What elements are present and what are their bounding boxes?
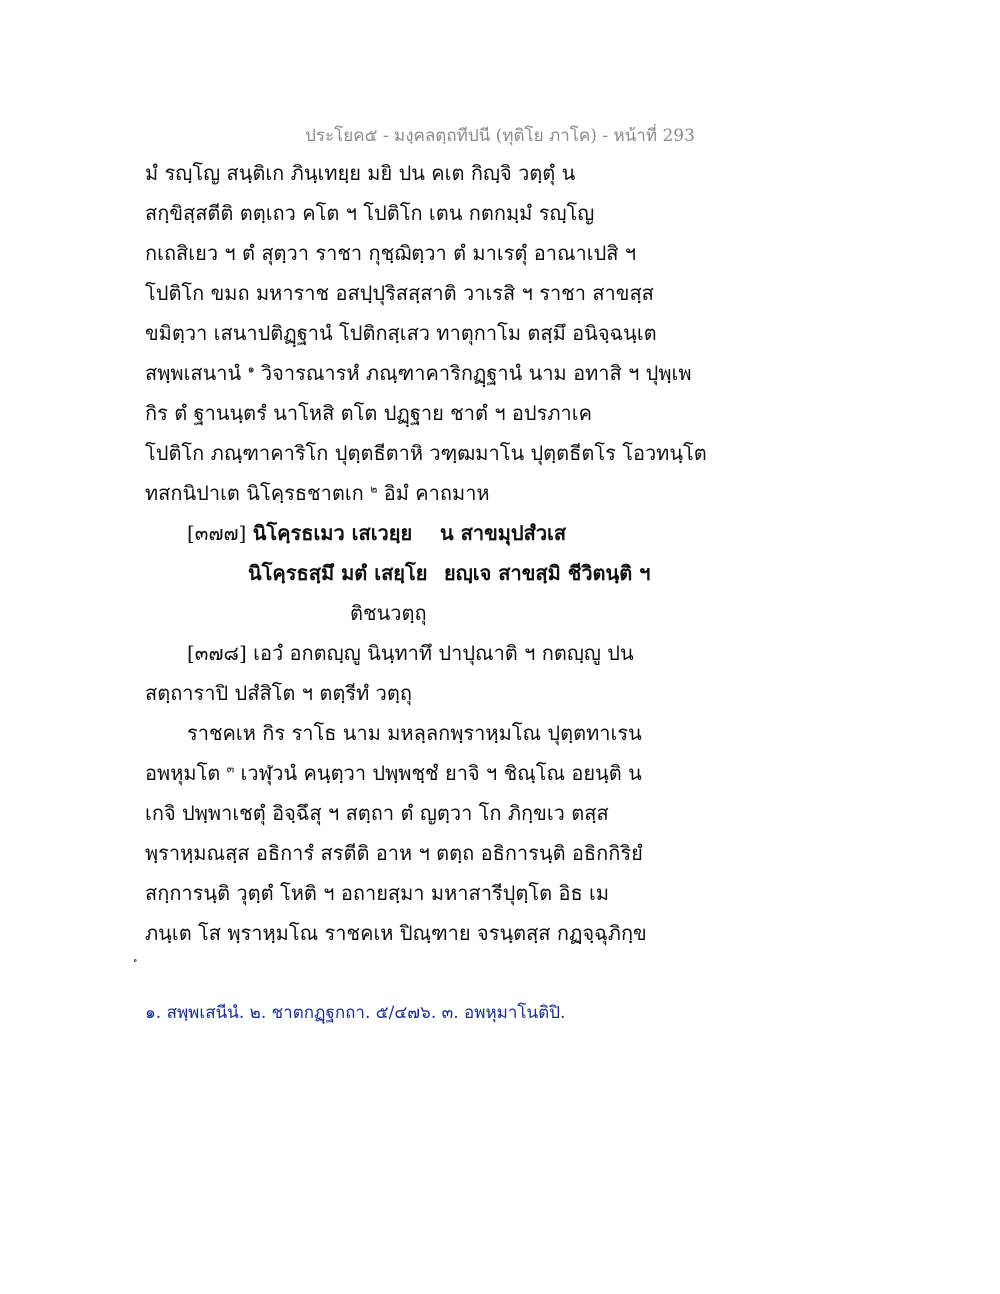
text-line-13: [145, 763, 642, 783]
text-line-9: [145, 483, 490, 503]
verse-2-right: ยญฺเจ สาขสฺมิ ชีวิตนฺติ ฯ: [444, 561, 651, 585]
text-line-13-end: เวฬุวนํ คนฺตฺวา ปพฺพชฺชํ ยาจิ ฯ ชิณฺโณ อยนฺติ น: [240, 761, 642, 785]
para-378-text: เอวํ อกตญฺญู นินฺทาทึ ปาปุณาติ ฯ กตญฺญู ปน: [253, 641, 634, 665]
text-line-4: โปติโก ขมถ มหาราช อสปฺปุริสสฺสาติ วาเรสิ ฯ ราชา สาขสฺส: [145, 281, 654, 305]
footnotes: ๑. สพฺพเสนีนํ. ๒. ชาตกฏฺฐกถา. ๕/๔๗๖. ๓. อพหุมาโนติปิ.: [145, 1003, 566, 1023]
text-line-7: กิร ตํ ฐานนฺตรํ นาโหสิ ตโต ปฏฺฐาย ชาตํ ฯ อปรภาเค: [145, 401, 593, 425]
text-line-15: พฺราหฺมณสฺส อธิการํ สรตีติ อาห ฯ ตตฺถ อธิการนฺติ อธิกกิริยํ: [145, 841, 643, 865]
text-line-2: สกฺขิสฺสตีติ ตตฺเถว คโต ฯ โปติโก เตน กตกมฺมํ รญฺโญ: [145, 201, 595, 225]
text-line-3: กเถสิเยว ฯ ตํ สุตฺวา ราชา กุชฺฌิตฺวา ตํ มาเรตุํ อาณาเปสิ ฯ: [145, 241, 637, 265]
footnote-ref-1: ๑: [247, 362, 255, 376]
text-line-11: สตฺถาราปิ ปสํสิโต ฯ ตตฺรีทํ วตฺถุ: [145, 681, 412, 705]
verse-number: [๓๗๗]: [187, 521, 247, 545]
text-line-9-end: อิมํ คาถมาห: [383, 481, 490, 505]
text-line-16: สกฺการนฺติ วุตฺตํ โหติ ฯ อถายสฺมา มหาสารีปุตฺโต อิธ เม: [145, 881, 610, 905]
para-378-number: [๓๗๘]: [187, 641, 247, 665]
footnote-ref-3: ๓: [226, 762, 235, 776]
footnote-ref-2: ๒: [370, 482, 378, 496]
text-line-14: เกจิ ปพฺพาเชตุํ อิจฺฉึสุ ฯ สตฺถา ตํ ญตฺวา โก ภิกฺขเว ตสฺส: [145, 801, 609, 825]
text-line-17: ภนฺเต โส พฺราหฺมโณ ราชคเห ปิณฺฑาย จรนฺตสฺส กฏจฺฉุภิกฺข: [145, 921, 647, 945]
text-line-12: ราชคเห กิร ราโธ นาม มหลฺลกพฺราหฺมโณ ปุตฺตทาเรน: [187, 721, 642, 745]
verse-2-left: นิโคฺรธสฺมึ มตํ เสยฺโย: [248, 561, 428, 585]
text-line-8: โปติโก ภณฺฑาคาริโก ปุตฺตธีตาหิ วฑฺฒมาโน ปุตฺตธีตโร โอวทนฺโต: [145, 441, 707, 465]
verse-1-left: นิโคฺรธเมว เสเวยฺย: [252, 521, 413, 545]
section-title: ติชนวตฺถุ: [350, 601, 427, 625]
verse-line-2: [248, 563, 768, 583]
text-line-6-start: สพฺพเสนานํ: [145, 361, 242, 385]
verse-line-1: [187, 523, 707, 543]
verse-1-right: น สาขมุปสํวเส: [440, 521, 567, 545]
text-line-6-end: วิจารณารหํ ภณฺฑาคาริกฏฺฐานํ นาม อทาสิ ฯ ปุพฺเพ: [260, 361, 692, 385]
text-line-1: มํ รญฺโญ สนฺติเก ภินฺเทยฺย มยิ ปน คเต กิญฺจิ วตฺตุํ น: [145, 161, 576, 185]
page-header: ประโยค๕ - มงฺคลตฺถทีปนี (ทุติโย ภาโค) - หน้าที่ 293: [305, 126, 695, 146]
text-line-13-start: อพหุมโต: [145, 761, 221, 785]
text-line-5: ขมิตฺวา เสนาปติฏฺฐานํ โปติกสฺเสว ทาตุกาโม ตสฺมึ อนิจฺฉนฺเต: [145, 321, 657, 345]
para-378-line: [187, 643, 634, 663]
text-line-6: [145, 363, 692, 383]
text-line-9-start: ทสกนิปาเต นิโคฺรธชาตเก: [145, 481, 364, 505]
